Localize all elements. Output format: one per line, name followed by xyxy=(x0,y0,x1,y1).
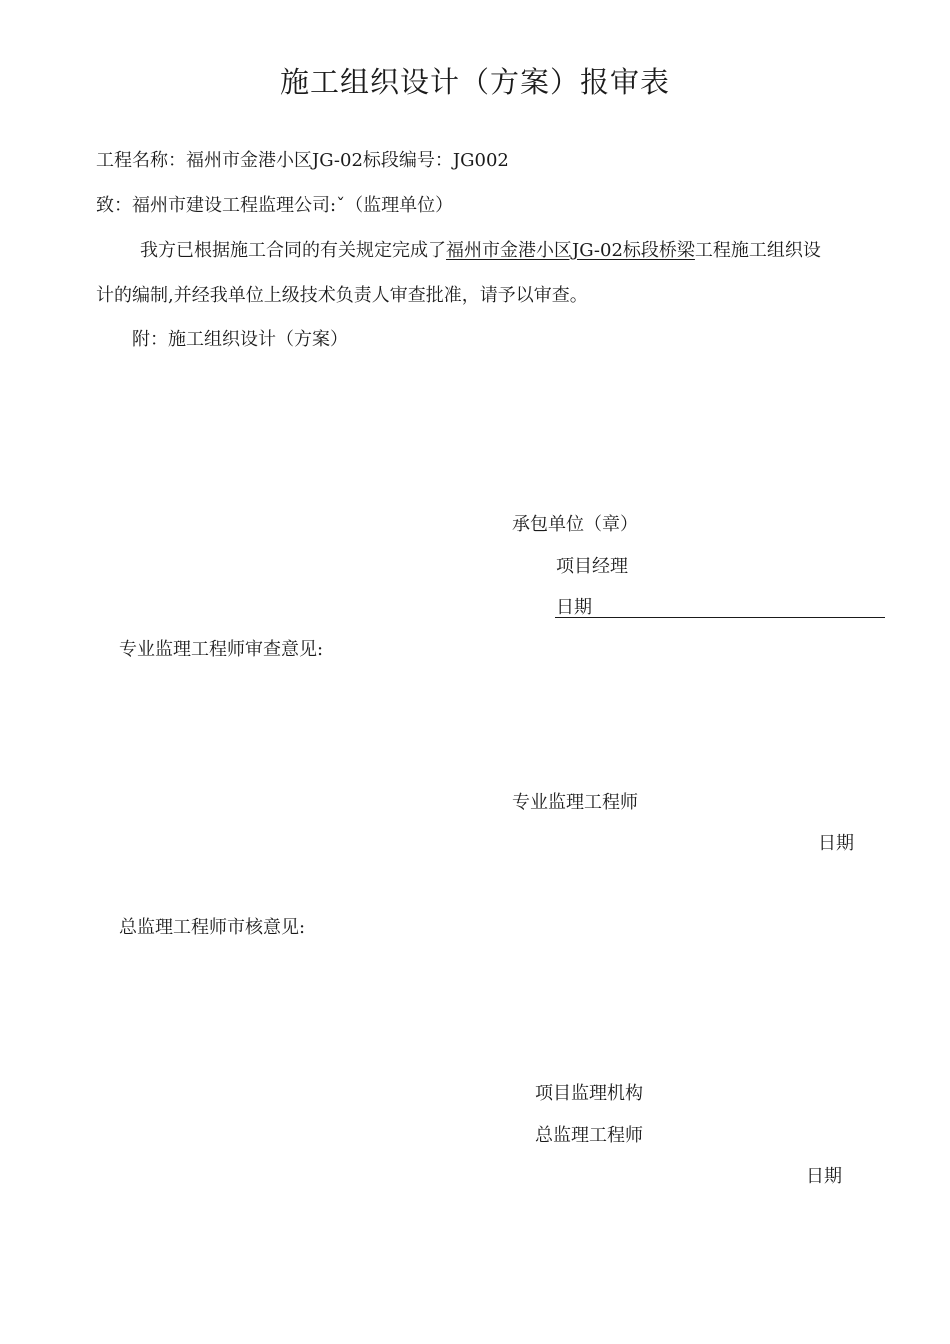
attachment-line: 附：施工组织设计（方案） xyxy=(132,329,348,350)
addressee-line: 致：福州市建设工程监理公司:ˇ（监理单位） xyxy=(96,195,454,216)
project-underlined-name: 福州市金港小区JG-02标段桥梁 xyxy=(446,240,695,261)
page-title: 施工组织设计（方案）报审表 xyxy=(279,65,670,99)
date-signature-line xyxy=(555,617,885,618)
chief-date-label: 日期 xyxy=(806,1166,842,1187)
engineer-signer-label: 专业监理工程师 xyxy=(512,792,638,813)
contractor-date-label: 日期 xyxy=(556,597,592,618)
body-text-part-2: 工程施工组织设 xyxy=(694,240,821,261)
chief-signer-label: 总监理工程师 xyxy=(535,1125,643,1146)
supervision-org-label: 项目监理机构 xyxy=(535,1083,643,1104)
body-paragraph-line-2: 计的编制,并经我单位上级技术负责人审查批准，请予以审查。 xyxy=(96,285,588,306)
engineer-date-label: 日期 xyxy=(818,833,854,854)
project-name-line: 工程名称：福州市金港小区JG-02标段编号：JG002 xyxy=(96,150,509,171)
contractor-unit-label: 承包单位（章） xyxy=(512,514,638,535)
project-manager-label: 项目经理 xyxy=(556,556,628,577)
chief-review-heading: 总监理工程师市核意见: xyxy=(119,917,306,938)
engineer-review-heading: 专业监理工程师审查意见: xyxy=(119,639,324,660)
body-text-part-1: 我方已根据施工合同的有关规定完成了 xyxy=(140,240,446,261)
body-paragraph-line-1 xyxy=(140,239,821,263)
